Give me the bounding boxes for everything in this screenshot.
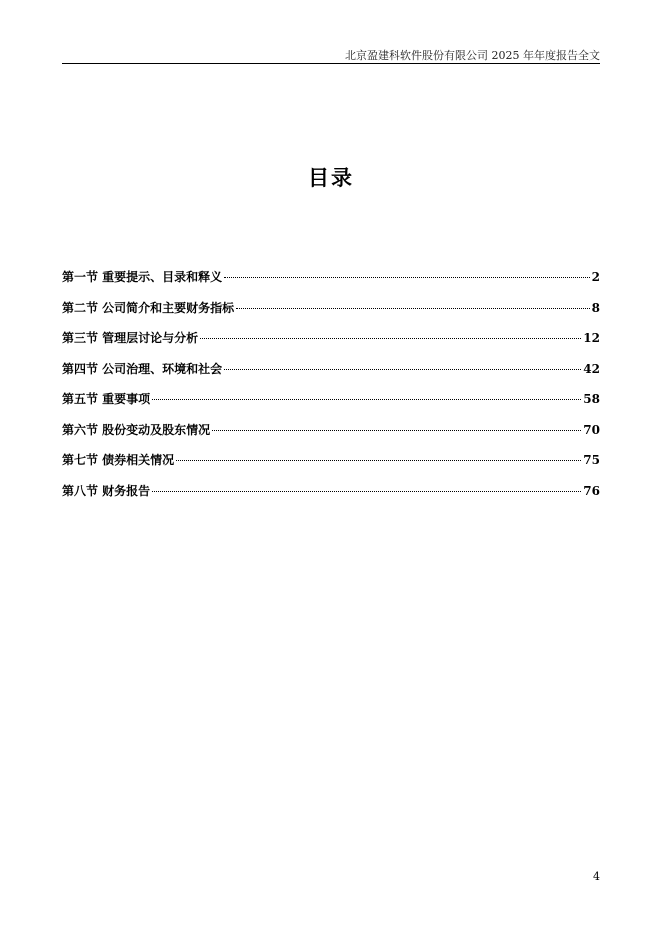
toc-dot-leader xyxy=(224,277,589,278)
toc-entry[interactable] xyxy=(62,421,600,452)
toc-entry-label: 第五节 重要事项 xyxy=(62,392,151,406)
toc-dot-leader xyxy=(152,491,581,492)
toc-entry-page: 12 xyxy=(583,331,600,345)
toc-entry[interactable] xyxy=(62,482,600,513)
toc-entry-page: 58 xyxy=(583,392,600,406)
toc-dot-leader xyxy=(176,460,581,461)
toc-entry-page: 76 xyxy=(583,483,600,498)
toc-entry-label: 第六节 股份变动及股东情况 xyxy=(62,422,211,437)
toc-entry-label: 第三节 管理层讨论与分析 xyxy=(62,331,199,345)
toc-entry[interactable] xyxy=(62,329,600,360)
toc-dot-leader xyxy=(236,308,589,309)
toc-entry-page: 42 xyxy=(583,361,600,376)
page-number: 4 xyxy=(593,870,600,883)
toc-entry-page: 2 xyxy=(591,270,600,284)
toc-entry-page: 8 xyxy=(591,300,600,315)
toc-dot-leader xyxy=(152,399,581,400)
toc-entry-page: 70 xyxy=(583,422,600,437)
toc-dot-leader xyxy=(224,369,581,370)
toc-entry[interactable] xyxy=(62,360,600,391)
toc-entry-label: 第一节 重要提示、目录和释义 xyxy=(62,270,223,284)
running-header: 北京盈建科软件股份有限公司 2025 年年度报告全文 xyxy=(345,49,600,62)
toc-entry-label: 第四节 公司治理、环境和社会 xyxy=(62,361,223,376)
toc-entry[interactable] xyxy=(62,390,600,421)
page-title: 目录 xyxy=(308,165,354,190)
toc-entry-label: 第八节 财务报告 xyxy=(62,483,151,498)
toc-dot-leader xyxy=(200,338,581,339)
header-divider xyxy=(62,63,600,64)
toc-entry-label: 第七节 债券相关情况 xyxy=(62,453,175,467)
toc-entry-label: 第二节 公司简介和主要财务指标 xyxy=(62,300,235,315)
toc-entry[interactable] xyxy=(62,299,600,330)
toc-entry[interactable] xyxy=(62,451,600,482)
toc-entry-page: 75 xyxy=(583,453,600,467)
table-of-contents xyxy=(62,268,600,512)
toc-entry[interactable] xyxy=(62,268,600,299)
toc-dot-leader xyxy=(212,430,581,431)
